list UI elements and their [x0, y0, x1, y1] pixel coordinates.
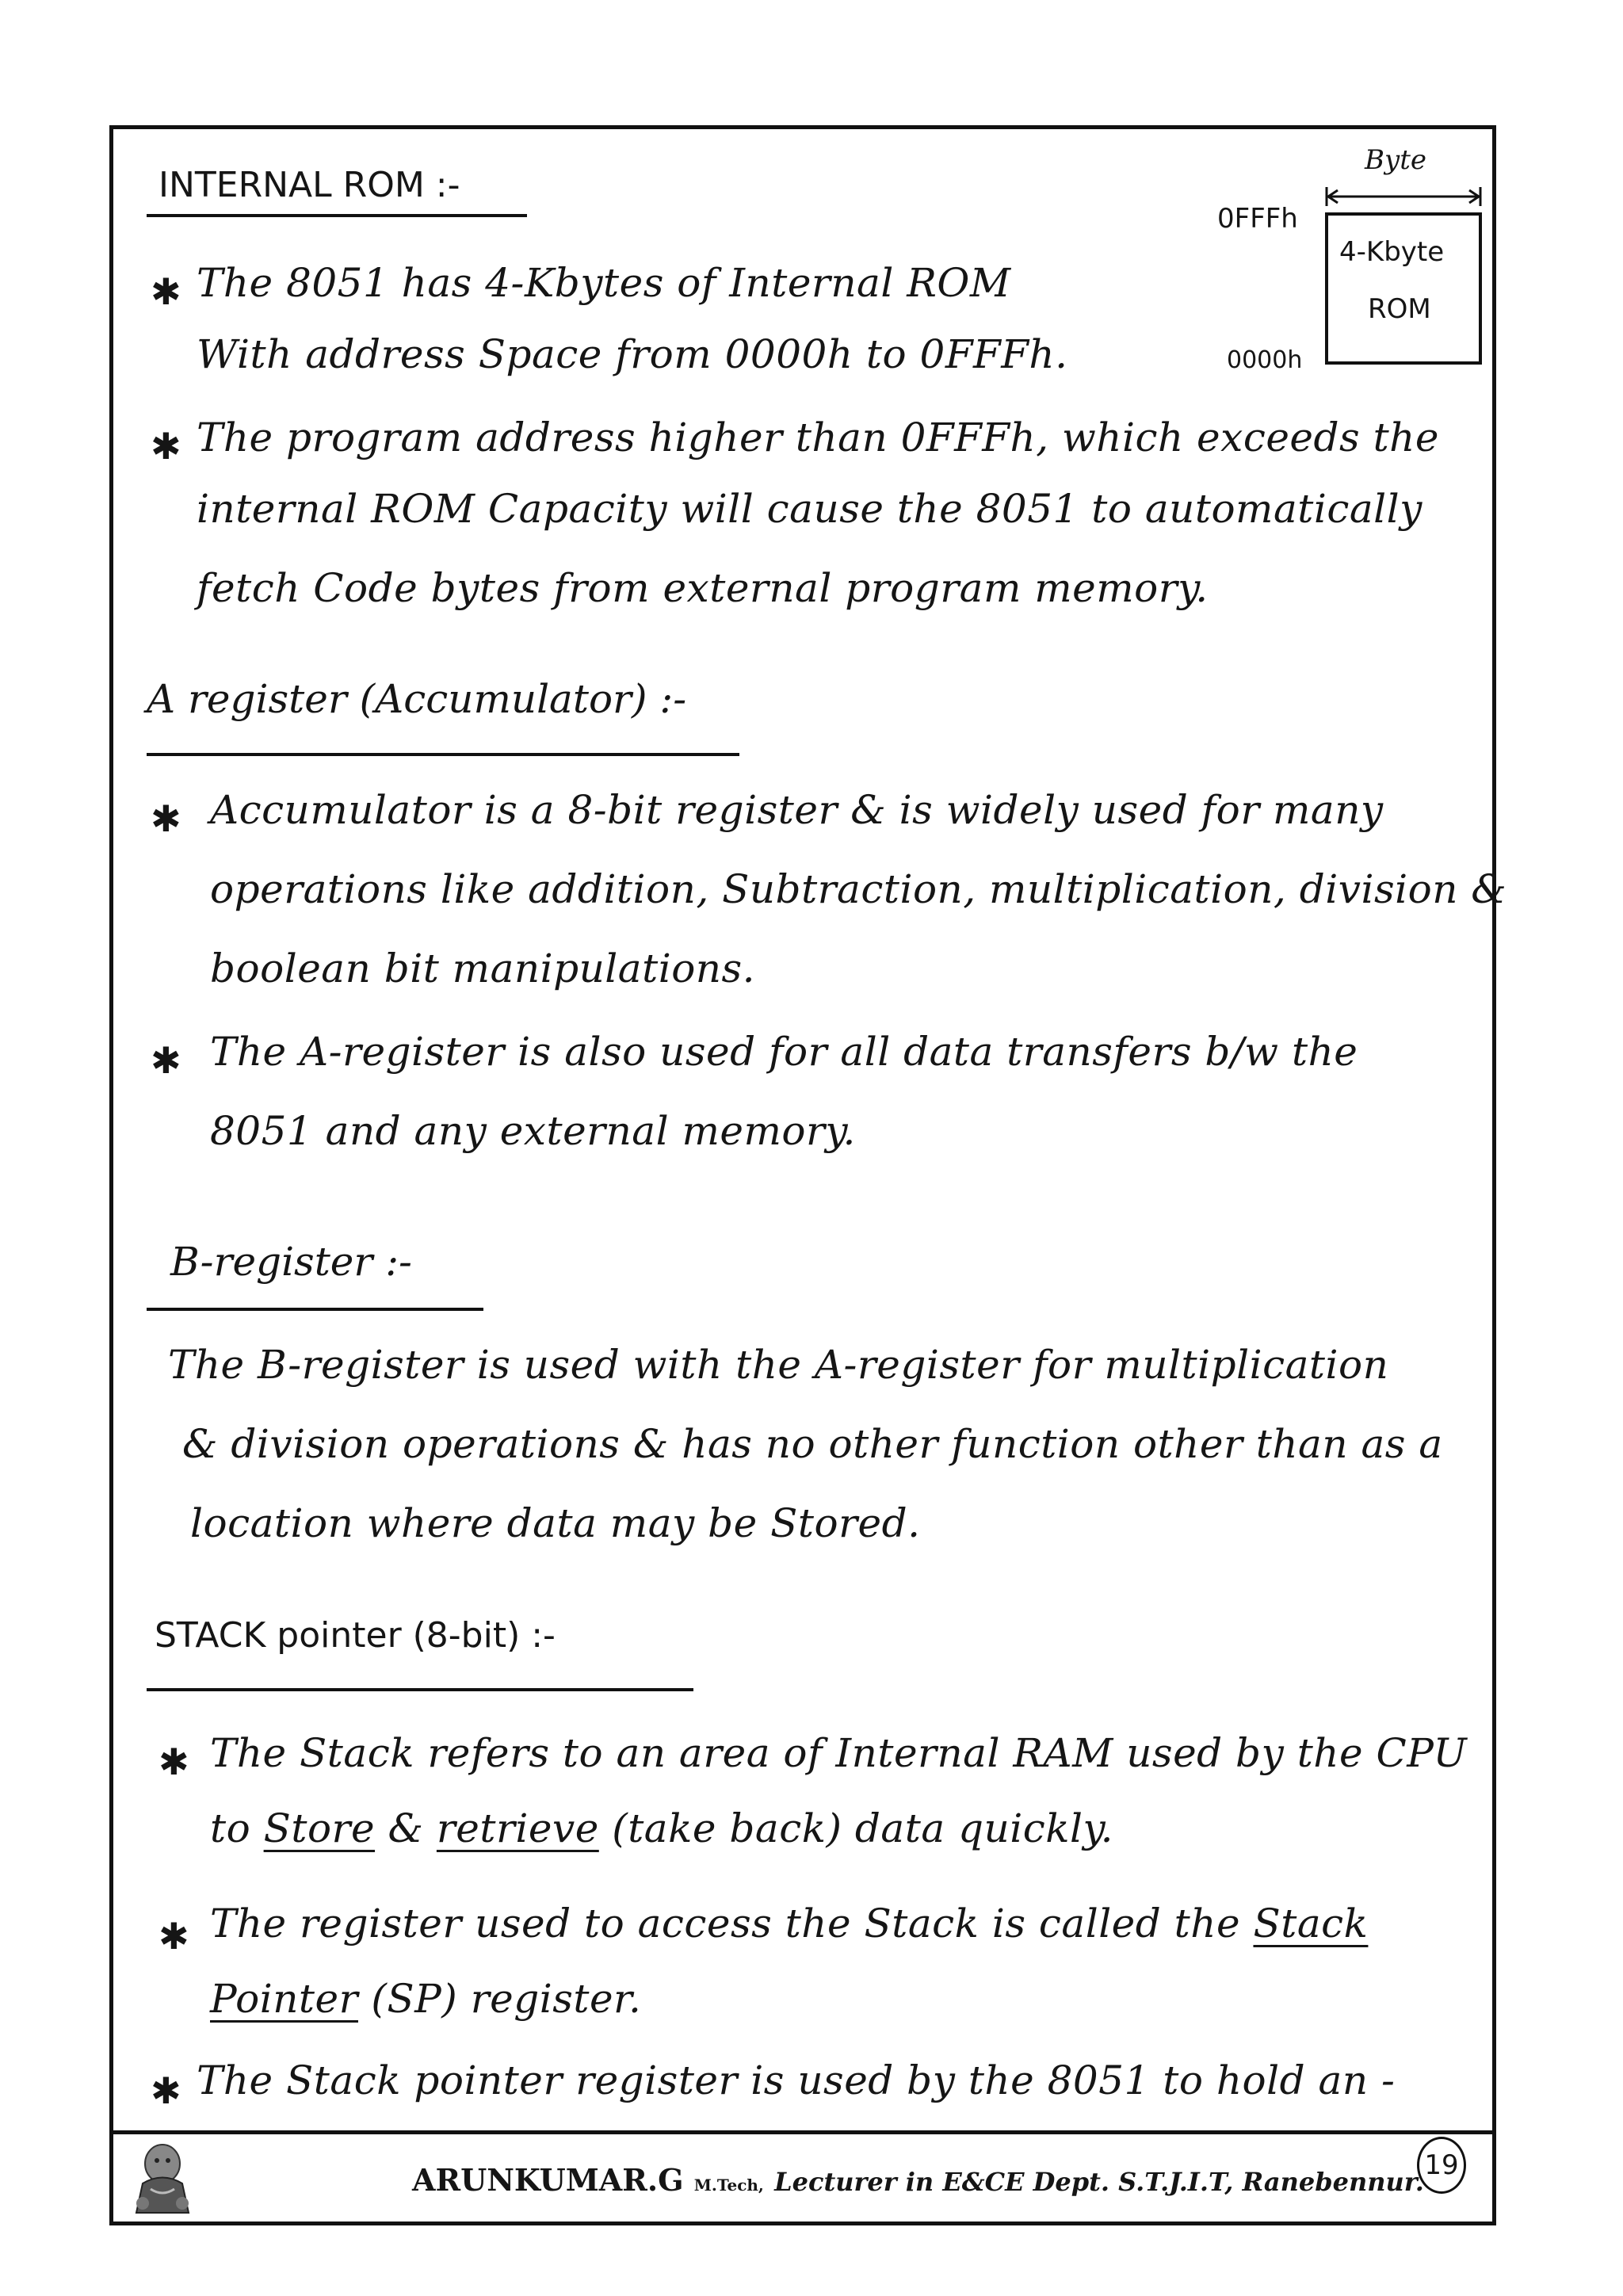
page-number: 19 [1417, 2137, 1466, 2194]
footer-credit [412, 2162, 1424, 2198]
sp-text: to [210, 1805, 251, 1851]
sp-bullet2-line2 [210, 1977, 641, 2021]
bullet-star-icon: ✱ [151, 797, 181, 840]
b-line1: The B-register is used with the A-register for multiplication [168, 1342, 1389, 1388]
sp-text: The register used to access the Stack is called the [210, 1901, 1241, 1946]
bullet-star-icon: ✱ [151, 270, 181, 313]
rom-top-address: 0FFFh [1217, 203, 1298, 235]
heading-stack-pointer: STACK pointer (8-bit) :- [155, 1615, 556, 1656]
sp-text: (SP) register. [371, 1976, 642, 2022]
rom-bullet1-line1: The 8051 has 4-Kbytes of Internal ROM [197, 260, 1011, 306]
rom-bullet2-line1: The program address higher than 0FFFh, which exceeds the [197, 415, 1439, 460]
deity-emblem-icon [119, 2140, 206, 2219]
heading-underline [147, 1308, 483, 1311]
byte-label: Byte [1365, 144, 1426, 176]
heading-internal-rom: INTERNAL ROM :- [158, 165, 460, 205]
footer-divider [109, 2130, 1496, 2134]
rom-bullet1-line2: With address Space from 0000h to 0FFFh. [197, 331, 1068, 377]
rom-box-label: ROM [1368, 293, 1431, 325]
underlined-pointer: Pointer [210, 1976, 358, 2022]
sp-bullet3-line1: The Stack pointer register is used by the 8051 to hold an - [197, 2057, 1396, 2103]
heading-underline [147, 214, 527, 217]
heading-b-register: B-register :- [170, 1239, 412, 1285]
footer-degree: M.Tech, [693, 2176, 764, 2195]
underlined-retrieve: retrieve [436, 1805, 599, 1851]
rom-memory-block [1325, 212, 1482, 365]
b-line3: location where data may be Stored. [190, 1500, 921, 1546]
a-bullet1-line2: operations like addition, Subtraction, multiplication, division & [210, 866, 1507, 912]
a-bullet1-line1: Accumulator is a 8-bit register & is widely used for many [210, 787, 1384, 833]
bullet-star-icon: ✱ [151, 1039, 181, 1082]
heading-underline [147, 753, 739, 756]
footer-designation: Lecturer in E&CE Dept. S.T.J.I.T, Ranebennur. [774, 2167, 1424, 2197]
bullet-star-icon: ✱ [158, 1915, 189, 1958]
heading-a-register: A register (Accumulator) :- [147, 676, 687, 722]
bullet-star-icon: ✱ [151, 425, 181, 468]
sp-bullet1-line2 [210, 1807, 1113, 1851]
a-bullet1-line3: boolean bit manipulations. [210, 946, 756, 991]
bullet-star-icon: ✱ [151, 2069, 181, 2112]
a-bullet2-line2: 8051 and any external memory. [210, 1108, 856, 1154]
sp-text: (take back) data quickly. [612, 1805, 1114, 1851]
rom-bullet2-line3: fetch Code bytes from external program memory. [197, 565, 1209, 611]
b-line2: & division operations & has no other function other than as a [182, 1421, 1443, 1467]
sp-bullet2-line1 [210, 1902, 1368, 1946]
underlined-store: Store [263, 1805, 376, 1851]
rom-bottom-address: 0000h [1227, 346, 1303, 374]
footer-author: ARUNKUMAR.G [412, 2162, 684, 2198]
rom-box-size: 4-Kbyte [1339, 236, 1445, 268]
sp-text: & [388, 1805, 424, 1851]
rom-bullet2-line2: internal ROM Capacity will cause the 8051 to automatically [197, 486, 1423, 532]
underlined-stack: Stack [1253, 1901, 1369, 1946]
byte-width-arrow-icon [1325, 184, 1482, 208]
a-bullet2-line1: The A-register is also used for all data transfers b/w the [210, 1029, 1358, 1075]
bullet-star-icon: ✱ [158, 1740, 189, 1783]
heading-underline [147, 1688, 693, 1691]
sp-bullet1-line1: The Stack refers to an area of Internal RAM used by the CPU [210, 1730, 1468, 1776]
